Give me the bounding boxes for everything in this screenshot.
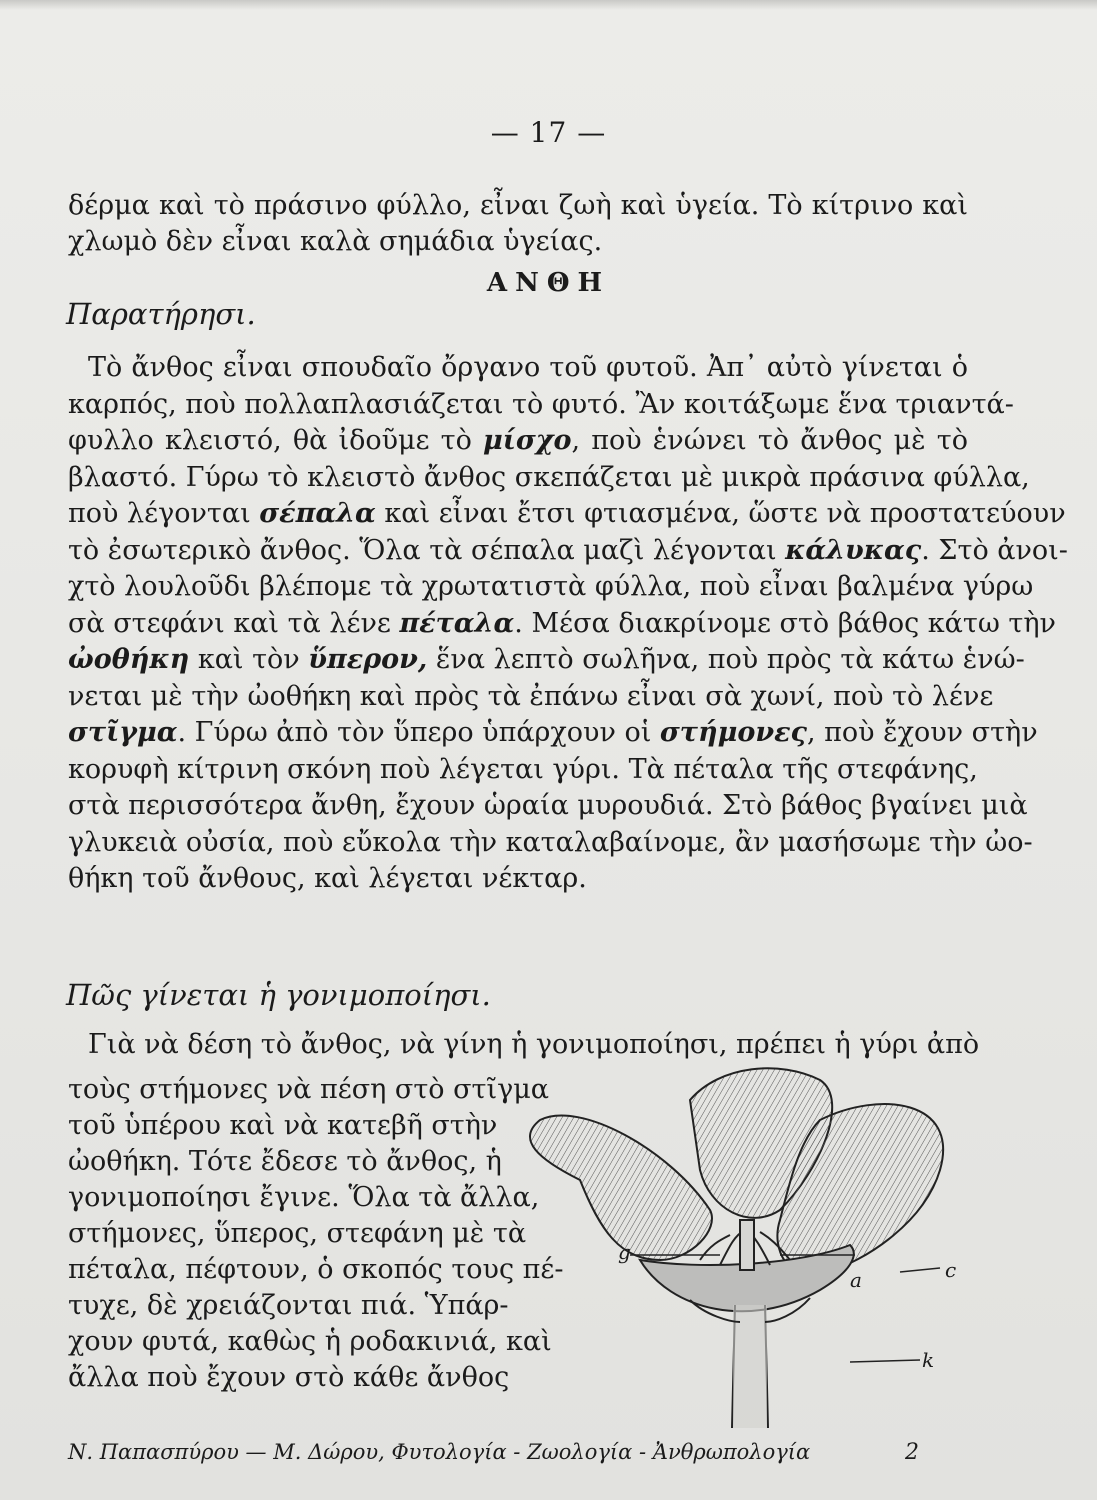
paragraph-line: [68, 423, 968, 459]
paragraph-line: θήκη τοῦ ἄνθους, καὶ λέγεται νέκταρ.: [68, 863, 587, 894]
paragraph-line: [68, 533, 1068, 569]
term-emphasis: ὠοθήκη: [68, 644, 190, 675]
footer-credit: Ν. Παπασπύρου — Μ. Δώρου, Φυτολογία - Ζωολογία - Ἀνθρωπολογία: [68, 1440, 811, 1464]
term-emphasis: μίσχο: [483, 425, 572, 456]
paragraph-line: τοῦ ὑπέρου καὶ νὰ κατεβῆ στὴν: [68, 1110, 498, 1141]
paragraph-line: γονιμοποίησι ἔγινε. Ὅλα τὰ ἄλλα,: [68, 1182, 540, 1213]
paragraph-line: βλαστό. Γύρω τὸ κλειστὸ ἄνθος σκεπάζεται μὲ μικρὰ πράσινα φύλλα,: [68, 461, 1030, 493]
page-edge-shadow: [0, 0, 1097, 10]
text-segment: . Στὸ ἀνοι-: [921, 534, 1068, 566]
figure-label-k: k: [922, 1348, 935, 1372]
paragraph-line: κορυφὴ κίτρινη σκόνη ποὺ λέγεται γύρι. Τὰ πέταλα τῆς στεφάνης,: [68, 753, 978, 785]
term-emphasis: στήμονες: [659, 717, 807, 748]
paragraph-line: στὰ περισσότερα ἄνθη, ἔχουν ὡραία μυρουδιά. Στὸ βάθος βγαίνει μιὰ: [68, 790, 1028, 821]
text-segment: σὰ στεφάνι καὶ τὰ λένε: [68, 607, 400, 639]
text-segment: καὶ εἶναι ἔτσι φτιασμένα, ὥστε νὰ προστατεύουν: [375, 498, 1066, 529]
text-segment: , ποὺ ἑνώνει τὸ ἄνθος μὲ τὸ: [571, 425, 968, 456]
paragraph-line: Τὸ ἄνθος εἶναι σπουδαῖο ὄργανο τοῦ φυτοῦ. Ἀπ᾽ αὐτὸ γίνεται ὁ: [88, 352, 968, 383]
paragraph-line: [68, 715, 1038, 751]
text-segment: ποὺ λέγονται: [68, 498, 260, 529]
flower-illustration: [520, 1060, 980, 1430]
figure-label-a: a: [850, 1268, 862, 1292]
text-segment: φυλλο κλειστό, θὰ ἰδοῦμε τὸ: [68, 425, 484, 456]
text-segment: . Μέσα διακρίνομε στὸ βάθος κάτω τὴν: [514, 607, 1056, 639]
observation-heading: Παρατήρησι.: [66, 297, 256, 331]
intro-line-2: χλωμὸ δὲν εἶναι καλὰ σημάδια ὑγείας.: [68, 226, 603, 257]
text-segment: καὶ τὸν: [189, 644, 309, 675]
intro-line-1: δέρμα καὶ τὸ πράσινο φύλλο, εἶναι ζωὴ καὶ ὑγεία. Τὸ κίτρινο καὶ: [68, 190, 968, 221]
paragraph-line: τοὺς στήμονες νὰ πέση στὸ στῖγμα: [68, 1074, 549, 1105]
petal-left: [530, 1116, 712, 1260]
paragraph-line: τυχε, δὲ χρειάζονται πιά. Ὑπάρ-: [68, 1290, 509, 1321]
paragraph-line: [68, 642, 1025, 678]
term-emphasis: πέταλα: [399, 607, 515, 639]
paragraph-line: πέταλα, πέφτουν, ὁ σκοπός τους πέ-: [68, 1254, 564, 1285]
text-segment: , ποὺ ἔχουν στὴν: [806, 717, 1038, 748]
paragraph-line: καρπός, ποὺ πολλαπλασιάζεται τὸ φυτό. Ἂν κοιτάξωμε ἕνα τριαντά-: [68, 388, 1014, 420]
paragraph-line: ἄλλα ποὺ ἔχουν στὸ κάθε ἄνθος: [68, 1362, 510, 1393]
paragraph-line: χτὸ λουλοῦδι βλέπομε τὰ χρωτατιστὰ φύλλα, ποὺ εἶναι βαλμένα γύρω: [68, 571, 1034, 602]
figure-label-c: c: [945, 1258, 957, 1282]
paragraph-line: ὠοθήκη. Τότε ἔδεσε τὸ ἄνθος, ἡ: [68, 1146, 502, 1177]
pistil: [740, 1220, 754, 1270]
term-emphasis: κάλυκας: [785, 534, 922, 566]
signature-mark: 2: [905, 1440, 919, 1465]
term-emphasis: ὕπερον,: [308, 644, 428, 675]
text-segment: ἕνα λεπτὸ σωλῆνα, ποὺ πρὸς τὰ κάτω ἑνώ-: [427, 644, 1025, 675]
paragraph-pollination-first-line: Γιὰ νὰ δέση τὸ ἄνθος, νὰ γίνη ἡ γονιμοποίησι, πρέπει ἡ γύρι ἀπὸ: [88, 1029, 980, 1060]
term-emphasis: σέπαλα: [259, 498, 376, 529]
text-segment: τὸ ἐσωτερικὸ ἄνθος. Ὅλα τὰ σέπαλα μαζὶ λέγονται: [68, 534, 786, 566]
page-number: — 17 —: [490, 116, 607, 149]
paragraph-line: [68, 496, 1066, 532]
pollination-heading: Πῶς γίνεται ἡ γονιμοποίησι.: [66, 978, 491, 1012]
paragraph-line: γλυκειὰ οὐσία, ποὺ εὔκολα τὴν καταλαβαίνομε, ἂν μασήσωμε τὴν ὠο-: [68, 826, 1033, 858]
term-emphasis: στῖγμα: [68, 717, 178, 748]
paragraph-line: νεται μὲ τὴν ὠοθήκη καὶ πρὸς τὰ ἐπάνω εἶναι σὰ χωνί, ποὺ τὸ λένε: [68, 680, 994, 712]
text-segment: . Γύρω ἀπὸ τὸν ὕπερο ὑπάρχουν οἱ: [177, 717, 660, 748]
paragraph-line: [68, 606, 1056, 642]
section-title: ΑΝΘΗ: [486, 268, 611, 298]
figure-label-g: g: [618, 1240, 631, 1264]
paragraph-line: στήμονες, ὕπερος, στεφάνη μὲ τὰ: [68, 1218, 527, 1249]
paragraph-line: χουν φυτά, καθὼς ἡ ροδακινιά, καὶ: [68, 1326, 552, 1357]
